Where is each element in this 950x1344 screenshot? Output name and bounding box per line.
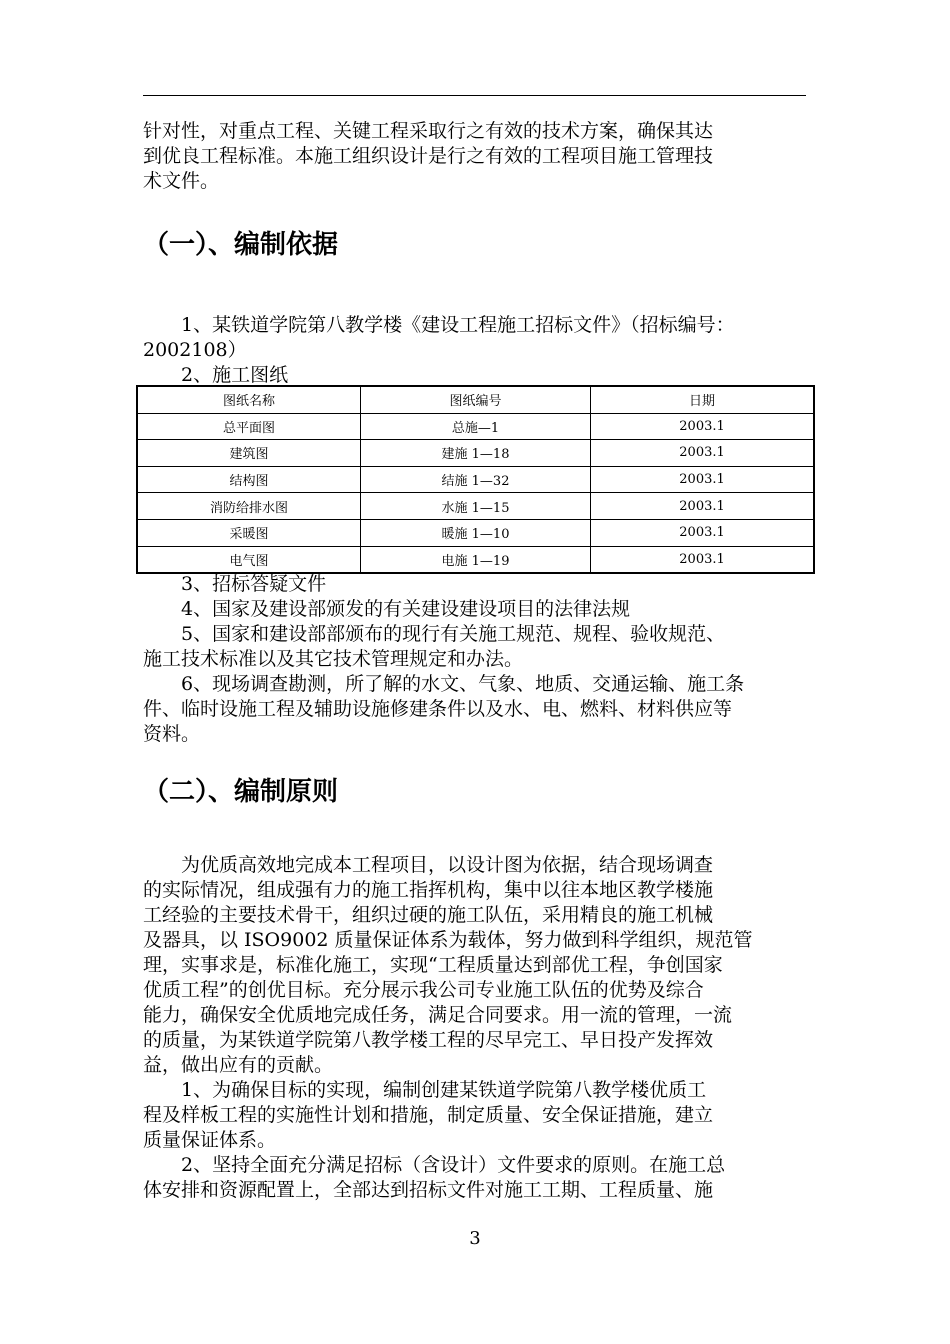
basis-item-cont: 件、临时设施工程及辅助设施修建条件以及水、电、燃料、材料供应等 (143, 698, 733, 720)
intro-line: 针对性，对重点工程、关键工程采取行之有效的技术方案，确保其达 (143, 120, 714, 142)
table-cell: 总平面图 (137, 413, 360, 440)
table-cell: 2003.1 (591, 440, 814, 467)
table-cell: 结施 1—32 (360, 466, 590, 493)
basis-item: 3、招标答疑文件 (181, 573, 327, 595)
table-row (137, 413, 814, 440)
table-cell: 2003.1 (591, 413, 814, 440)
table-cell: 电气图 (137, 546, 360, 573)
table-row (137, 546, 814, 573)
table-cell: 结构图 (137, 466, 360, 493)
table-cell: 2003.1 (591, 519, 814, 546)
intro-line: 术文件。 (143, 170, 220, 192)
principle-line: 的质量，为某铁道学院第八教学楼工程的尽早完工、早日投产发挥效 (143, 1029, 714, 1051)
principle-line: 工经验的主要技术骨干，组织过硬的施工队伍，采用精良的施工机械 (143, 904, 714, 926)
section2-title: （二）、编制原则 (143, 777, 339, 807)
page-number: 3 (469, 1228, 481, 1249)
principle-line: 2、坚持全面充分满足招标（含设计）文件要求的原则。在施工总 (181, 1154, 726, 1176)
principle-line: 体安排和资源配置上，全部达到招标文件对施工工期、工程质量、施 (143, 1179, 714, 1201)
principle-line: 质量保证体系。 (143, 1129, 277, 1151)
table-row (137, 519, 814, 546)
principle-line: 理，实事求是，标准化施工，实现“工程质量达到部优工程，争创国家 (143, 954, 723, 976)
table-cell: 水施 1—15 (360, 493, 590, 520)
table-row (137, 466, 814, 493)
principle-line: 及器具，以 ISO9002 质量保证体系为载体，努力做到科学组织，规范管 (143, 929, 753, 951)
table-cell: 2003.1 (591, 493, 814, 520)
basis-item-cont: 施工技术标准以及其它技术管理规定和办法。 (143, 648, 524, 670)
principle-line: 1、为确保目标的实现，编制创建某铁道学院第八教学楼优质工 (181, 1079, 707, 1101)
principle-line: 优质工程”的创优目标。充分展示我公司专业施工队伍的优势及综合 (143, 979, 704, 1001)
table-cell: 采暖图 (137, 519, 360, 546)
basis-1 (143, 313, 806, 388)
intro-line: 到优良工程标准。本施工组织设计是行之有效的工程项目施工管理技 (143, 145, 714, 167)
table-cell: 2003.1 (591, 546, 814, 573)
table-cell: 总施—1 (360, 413, 590, 440)
basis-item: 6、现场调查勘测，所了解的水文、气象、地质、交通运输、施工条 (181, 673, 745, 695)
principle-line: 为优质高效地完成本工程项目，以设计图为依据，结合现场调查 (181, 854, 714, 876)
basis-item: 1、某铁道学院第八教学楼《建设工程施工招标文件》（招标编号： (181, 314, 735, 336)
drawings-table (136, 385, 815, 574)
table-header-cell: 图纸名称 (137, 386, 360, 413)
principle-line: 程及样板工程的实施性计划和措施，制定质量、安全保证措施，建立 (143, 1104, 714, 1126)
table-cell: 暖施 1—10 (360, 519, 590, 546)
principles-paragraph (143, 853, 806, 1203)
basis-item-cont: 2002108） (143, 339, 247, 361)
table-header-cell: 图纸编号 (360, 386, 590, 413)
table-row (137, 440, 814, 467)
basis-item-cont: 资料。 (143, 723, 201, 745)
table-cell: 消防给排水图 (137, 493, 360, 520)
section1-title: （一）、编制依据 (143, 230, 339, 260)
basis-item: 4、国家及建设部颁发的有关建设建设项目的法律法规 (181, 598, 631, 620)
basis-rest (143, 572, 806, 747)
principle-line: 能力，确保安全优质地完成任务，满足合同要求。用一流的管理，一流 (143, 1004, 733, 1026)
table-header-cell: 日期 (591, 386, 814, 413)
table-cell: 2003.1 (591, 466, 814, 493)
table-cell: 建筑图 (137, 440, 360, 467)
basis-item: 2、施工图纸 (181, 364, 289, 386)
table-header-row (137, 386, 814, 413)
principle-line: 的实际情况，组成强有力的施工指挥机构，集中以往本地区教学楼施 (143, 879, 714, 901)
table-cell: 建施 1—18 (360, 440, 590, 467)
basis-item: 5、国家和建设部部颁布的现行有关施工规范、规程、验收规范、 (181, 623, 726, 645)
intro-paragraph (143, 119, 806, 194)
table-row (137, 493, 814, 520)
header-rule (143, 95, 806, 96)
principle-line: 益，做出应有的贡献。 (143, 1054, 334, 1076)
table-cell: 电施 1—19 (360, 546, 590, 573)
